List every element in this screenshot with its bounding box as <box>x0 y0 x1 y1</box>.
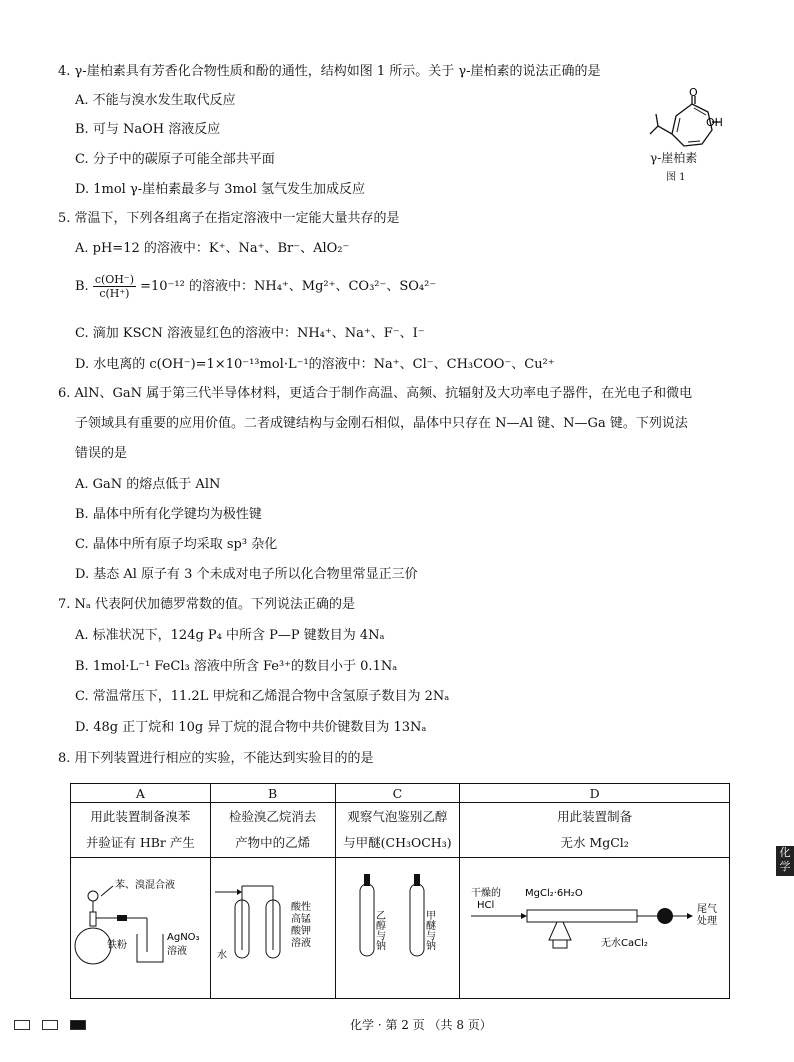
q5-b-fraction <box>93 273 136 300</box>
label-water: 水 <box>217 949 228 961</box>
q7-option-a: A. 标准状况下，124g P₄ 中所含 P—P 键数目为 4Nₐ <box>75 628 385 643</box>
label-ethanol-sodium: 乙醇与钠 <box>373 909 385 950</box>
text-d: 用此装置制备 无水 MgCl₂ <box>460 803 730 858</box>
subject-side-tab: 化学 <box>776 846 794 876</box>
label-benzene-bromine: 苯、溴混合液 <box>115 879 176 891</box>
footer-box-3 <box>70 1020 86 1030</box>
q7-stem: 7. Nₐ 代表阿伏加德罗常数的值。下列说法正确的是 <box>58 597 356 612</box>
label-suanjia: 酸钾 <box>291 925 312 937</box>
figure-label: 图 1 <box>666 172 686 183</box>
label-cacl2: 无水CaCl₂ <box>600 937 648 949</box>
label-dry: 干燥的 <box>470 887 501 899</box>
label-iron-powder-1: 铁粉 <box>107 939 128 951</box>
q5-option-b <box>75 273 436 301</box>
apparatus-b <box>210 858 335 999</box>
atom-oh-label: OH <box>706 116 723 129</box>
q7-option-b: B. 1mol·L⁻¹ FeCl₃ 溶液中所含 Fe³⁺的数目小于 0.1Nₐ <box>75 659 398 674</box>
mgcl2-apparatus <box>461 862 729 992</box>
atom-o-label: O <box>689 88 698 99</box>
label-acidic: 酸性 <box>291 901 312 913</box>
q4-option-d: D. 1mol γ-崖柏素最多与 3mol 氢气发生加成反应 <box>75 182 365 197</box>
apparatus-c <box>335 858 460 999</box>
q5-option-d: D. 水电离的 c(OH⁻)=1×10⁻¹³mol·L⁻¹的溶液中：Na⁺、Cl⁻、CH₃COO⁻、Cu²⁺ <box>75 357 555 372</box>
fraction-numerator: c(OH⁻) <box>94 273 134 286</box>
header-d: D <box>460 784 730 803</box>
q8-stem: 8. 用下列装置进行相应的实验，不能达到实验目的的是 <box>58 751 374 766</box>
ethylene-test-apparatus <box>211 862 334 992</box>
label-solution: 溶液 <box>167 945 188 957</box>
q6-stem-line3: 错误的是 <box>75 446 128 461</box>
footer-box-1 <box>14 1020 30 1030</box>
q5-option-a: A. pH=12 的溶液中：K⁺、Na⁺、Br⁻、AlO₂⁻ <box>75 241 350 256</box>
fraction-denominator: c(H⁺) <box>99 287 130 300</box>
label-ether-sodium: 甲醚与钠 <box>423 909 435 950</box>
q6-option-a: A. GaN 的熔点低于 AlN <box>75 477 221 492</box>
label-gaomeng: 高锰 <box>291 913 312 925</box>
q7-option-d: D. 48g 正丁烷和 10g 异丁烷的混合物中共价键数目为 13Nₐ <box>75 720 427 735</box>
label-tail: 尾气 <box>696 903 717 915</box>
q5-b-label: B. <box>75 279 89 294</box>
bubble-test-apparatus <box>336 862 459 992</box>
q5-stem: 5. 常温下，下列各组离子在指定溶液中一定能大量共存的是 <box>58 211 400 226</box>
q6-stem-line1: 6. AlN、GaN 属于第三代半导体材料，更适合于制作高温、高频、抗辐射及大功率电子器件，在光电子和微电 <box>58 386 693 401</box>
q6-option-d: D. 基态 Al 原子有 3 个未成对电子所以化合物里常显正三价 <box>75 567 418 582</box>
q4-option-a: A. 不能与溴水发生取代反应 <box>75 93 236 108</box>
header-a: A <box>71 784 211 803</box>
bromobenzene-apparatus <box>71 862 209 992</box>
q6-stem-line2: 子领域具有重要的应用价值。二者成键结构与金刚石相似，晶体中只存在 N—Al 键、N—Ga 键。下列说法 <box>75 416 688 431</box>
header-b: B <box>210 784 335 803</box>
experiment-table <box>70 783 730 999</box>
label-mgcl2-hydrate: MgCl₂·6H₂O <box>524 887 583 899</box>
text-a: 用此装置制备溴苯 并验证有 HBr 产生 <box>71 803 211 858</box>
q5-option-c: C. 滴加 KSCN 溶液显红色的溶液中：NH₄⁺、Na⁺、F⁻、I⁻ <box>75 326 425 341</box>
apparatus-a <box>71 858 211 999</box>
label-handling: 处理 <box>696 915 717 927</box>
q4-option-c: C. 分子中的碳原子可能全部共平面 <box>75 152 275 167</box>
q6-option-b: B. 晶体中所有化学键均为极性键 <box>75 507 262 522</box>
q5-b-rest: =10⁻¹² 的溶液中：NH₄⁺、Mg²⁺、CO₃²⁻、SO₄²⁻ <box>140 279 437 294</box>
label-rongye: 溶液 <box>291 937 312 949</box>
molecule-name: γ-崖柏素 <box>650 151 698 165</box>
q7-option-c: C. 常温常压下，11.2L 甲烷和乙烯混合物中含氢原子数目为 2Nₐ <box>75 689 450 704</box>
q6-option-c: C. 晶体中所有原子均采取 sp³ 杂化 <box>75 537 278 552</box>
q4-option-b: B. 可与 NaOH 溶液反应 <box>75 122 221 137</box>
apparatus-d <box>460 858 730 999</box>
label-agno3: AgNO₃ <box>167 931 200 943</box>
text-c: 观察气泡鉴别乙醇 与甲醚(CH₃OCH₃) <box>335 803 460 858</box>
page-number: 化学 · 第 2 页 （共 8 页） <box>350 1018 492 1032</box>
header-c: C <box>335 784 460 803</box>
footer-box-2 <box>42 1020 58 1030</box>
q4-stem: 4. γ-崖柏素具有芳香化合物性质和酚的通性，结构如图 1 所示。关于 γ-崖柏素的说法正确的是 <box>58 64 601 79</box>
label-hcl: HCl <box>476 899 494 911</box>
text-b: 检验溴乙烷消去 产物中的乙烯 <box>210 803 335 858</box>
